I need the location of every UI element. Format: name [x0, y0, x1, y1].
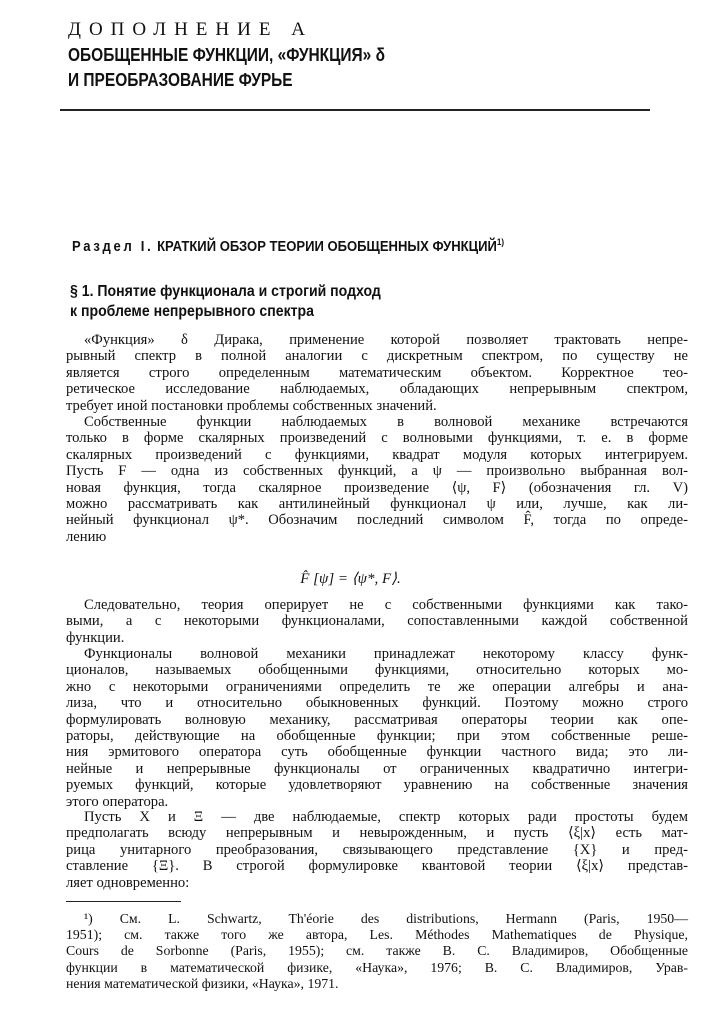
body-line: формулировать волновую механику, рассматривая операторы теории как опе-	[66, 711, 688, 728]
paragraph-heading-line-1: § 1. Понятие функционала и строгий подход	[70, 283, 381, 300]
body-line: нейные и непрерывные функционалы от ограниченных квадратично интегри-	[66, 760, 688, 777]
body-line: раторы, действующие на обобщенные функции; при этом собственные реше-	[66, 728, 688, 744]
header-divider	[60, 109, 650, 111]
footnote-divider	[66, 901, 181, 902]
appendix-title-line-2: И ПРЕОБРАЗОВАНИЕ ФУРЬЕ	[68, 70, 293, 90]
body-line: ционалов, называемых обобщенными функциями, относительно которых мо-	[66, 662, 688, 679]
body-line: Собственные функции наблюдаемых в волновой механике встречаются	[84, 414, 688, 430]
footnote-line: функции в математической физике, «Наука», 1976; В. С. Владимиров, Урав-	[66, 959, 688, 975]
body-line: ляет одновременно:	[66, 874, 190, 891]
paragraph-heading-line-2: к проблеме непрерывного спектра	[70, 303, 314, 320]
footnote-line: 1951); см. также того же автора, Les. Méthodes Mathematiques de Physique,	[66, 927, 688, 943]
body-line: нейный функционал ψ*. Обозначим последний символом F̂, тогда по опреде-	[66, 512, 688, 529]
section-heading	[72, 237, 504, 255]
body-line: можно рассматривать как антилинейный функционал ψ или, лучше, как ли-	[66, 496, 688, 512]
body-line: выми, а с некоторыми функционалами, сопоставленными каждой собственной	[66, 613, 688, 630]
footnote-line: Cours de Sorbonne (Paris, 1955); см. также В. С. Владимиров, Обобщенные	[66, 943, 688, 959]
body-line: является строго определенным математическим объектом. Корректное тео-	[66, 364, 688, 381]
body-line: «Функция» δ Дирака, применение которой позволяет трактовать непре-	[84, 332, 688, 348]
body-line: этого оператора.	[66, 793, 169, 810]
footnote-line: нения математической физики, «Наука», 1971.	[66, 975, 339, 991]
body-line: скалярных произведений с функциями, квадрат модуля которых интегрируем.	[66, 446, 688, 463]
body-line: лиза, что и относительно обыкновенных функций. Поэтому можно строго	[66, 695, 688, 712]
body-line: новая функция, тогда скалярное произведение ⟨ψ, F⟩ (обозначения гл. V)	[66, 479, 688, 496]
body-line: лению	[66, 528, 107, 545]
body-line: функции.	[66, 629, 125, 646]
body-line: руемых функций, которые удовлетворяют уравнению на собственные значения	[66, 777, 688, 794]
body-line: Пусть X и Ξ — две наблюдаемые, спектр которых ради простоты будем	[84, 809, 688, 825]
body-line: рица унитарного преобразования, связывающего представление {X} и пред-	[66, 841, 688, 858]
body-line: Функционалы волновой механики принадлежат некоторому классу функ-	[84, 646, 688, 662]
body-line: предполагать всюду непрерывным и невырожденным, и пусть ⟨ξ|x⟩ есть мат-	[66, 825, 688, 842]
appendix-label: ДОПОЛНЕНИЕ А	[68, 19, 313, 40]
section-footnote-mark: 1)	[496, 237, 505, 247]
body-line: только в форме скалярных произведений с волновыми функциями, т. е. в форме	[66, 430, 688, 447]
formula: F̂ [ψ] = ⟨ψ*, F⟩.	[300, 571, 401, 587]
body-line: ретическое исследование наблюдаемых, обладающих непрерывным спектром,	[66, 381, 688, 398]
body-line: ния эрмитового оператора суть обобщенные функции частного вида; это ли-	[66, 744, 688, 761]
body-line: жно с некоторыми ограничениями определить те же операции алгебры и ана-	[66, 678, 688, 695]
body-line: Пусть F — одна из собственных функций, а ψ — произвольно выбранная вол-	[66, 463, 688, 480]
footnote-line: ¹) См. L. Schwartz, Th'éorie des distributions, Hermann (Paris, 1950—	[84, 911, 688, 926]
appendix-title-line-1: ОБОБЩЕННЫЕ ФУНКЦИИ, «ФУНКЦИЯ» δ	[68, 45, 385, 65]
section-title: КРАТКИЙ ОБЗОР ТЕОРИИ ОБОБЩЕННЫХ ФУНКЦИЙ	[157, 238, 497, 255]
body-line: рывный спектр в полной аналогии с дискретным спектром, по существу не	[66, 348, 688, 365]
section-prefix: Раздел I.	[72, 238, 154, 255]
body-line: ставление {Ξ}. В строгой формулировке квантовой теории ⟨ξ|x⟩ представ-	[66, 858, 688, 875]
body-line: требует иной постановки проблемы собственных значений.	[66, 397, 437, 414]
body-line: Следовательно, теория оперирует не с собственными функциями как тако-	[84, 597, 688, 613]
